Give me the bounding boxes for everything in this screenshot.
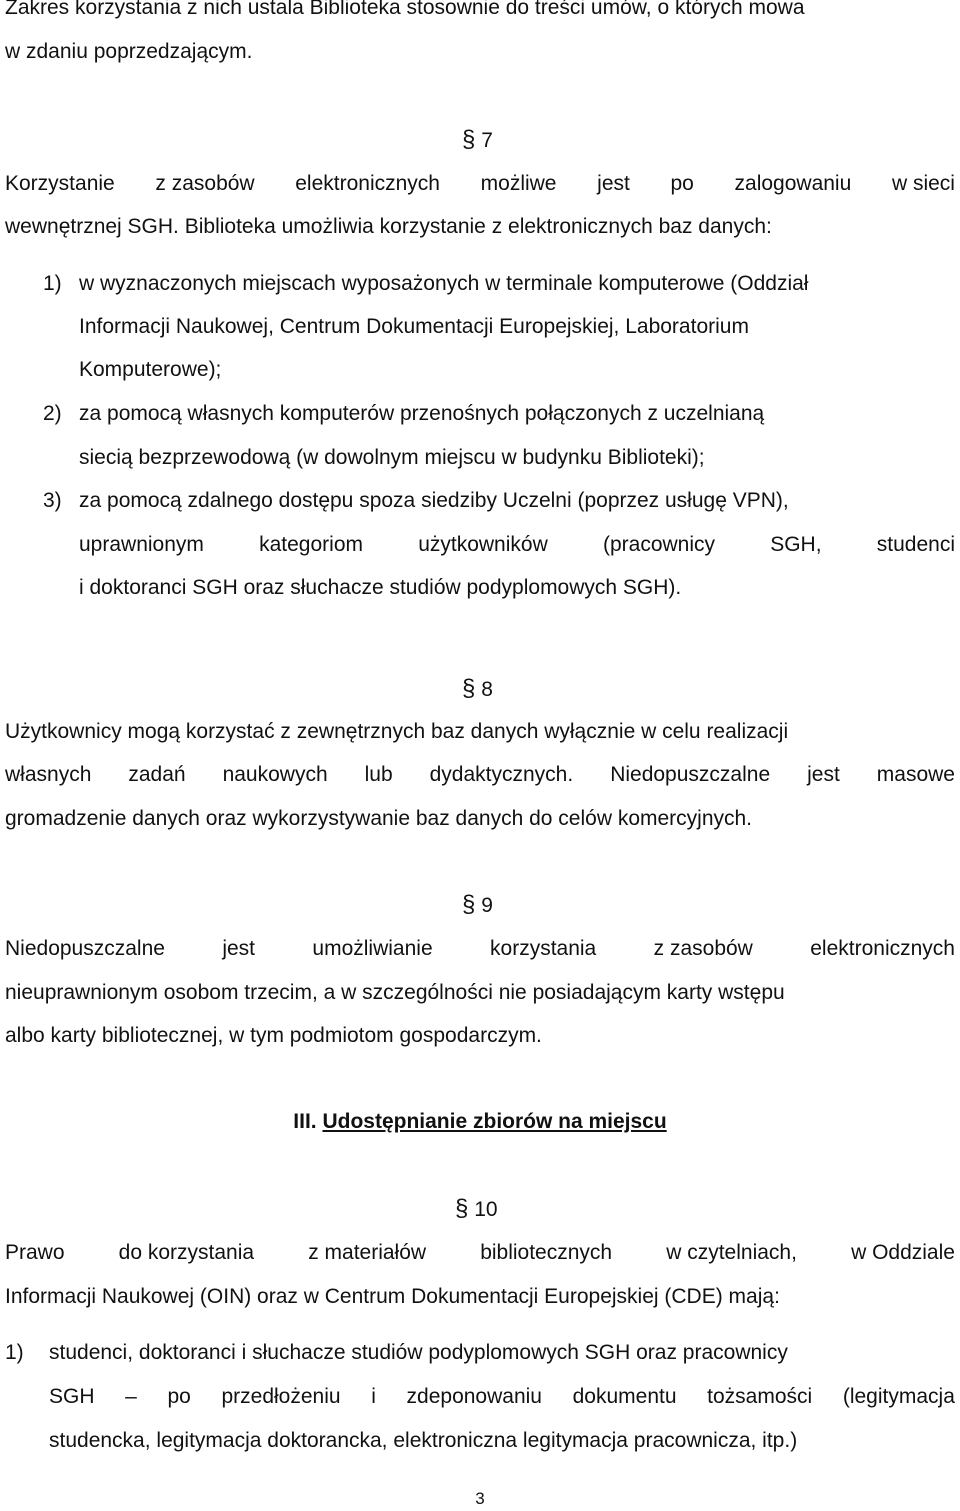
word: z materiałów [308,1241,427,1264]
word: elektronicznych [810,937,955,960]
paragraph-line: Użytkownicy mogą korzystać z zewnętrznych baz danych wyłącznie w celu realizacji [5,720,789,743]
list-number: 1) [5,1341,24,1364]
section-heading-7 [462,128,493,153]
paragraph-line: albo karty bibliotecznej, w tym podmiotom gospodarczym. [5,1024,542,1047]
justified-line [5,763,955,787]
word: Prawo [5,1241,65,1264]
word: po [670,172,694,195]
word: korzystania [490,937,597,960]
word: (legitymacja [842,1385,955,1408]
word: kategoriom [259,533,363,556]
justified-line [49,1385,955,1409]
word: własnych [5,763,92,786]
word: – [125,1385,137,1408]
justified-line [5,937,955,961]
paragraph-line: Informacji Naukowej (OIN) oraz w Centrum Dokumentacji Europejskiej (CDE) mają: [5,1285,780,1308]
list-item-line: i doktoranci SGH oraz słuchacze studiów podyplomowych SGH). [79,576,682,599]
page-number: 3 [475,1489,485,1508]
word: naukowych [222,763,328,786]
section-sign: § [455,1195,469,1222]
section-sign: § [462,126,476,153]
section-heading-8 [462,677,493,702]
word: z zasobów [653,937,753,960]
word: zalogowaniu [734,172,852,195]
word: przedłożeniu [221,1385,341,1408]
list-number: 1) [43,272,62,295]
word: w czytelniach, [666,1241,797,1264]
word: umożliwianie [312,937,433,960]
word: jest [597,172,630,195]
list-item-line: siecią bezprzewodową (w dowolnym miejscu w budynku Biblioteki); [79,446,705,469]
word: dokumentu [572,1385,677,1408]
section-number: 7 [481,129,493,152]
word: bibliotecznych [480,1241,613,1264]
section-sign: § [462,675,476,702]
chapter-title: Udostępnianie zbiorów na miejscu [322,1110,667,1133]
list-number: 3) [43,489,62,512]
word: po [167,1385,191,1408]
section-number: 8 [481,678,493,701]
word: uprawnionym [79,533,204,556]
chapter-heading [0,1110,960,1134]
list-item-line: Informacji Naukowej, Centrum Dokumentacji Europejskiej, Laboratorium [79,315,749,338]
word: z zasobów [155,172,255,195]
word: SGH [49,1385,95,1408]
word: studenci [876,533,955,556]
justified-line [5,172,955,196]
word: zadań [128,763,186,786]
paragraph-line: wewnętrznej SGH. Biblioteka umożliwia korzystanie z elektronicznych baz danych: [5,215,772,238]
word: dydaktycznych. [429,763,574,786]
word: SGH, [770,533,822,556]
word: tożsamości [707,1385,813,1408]
section-number: 10 [474,1198,498,1221]
justified-line [79,533,955,557]
list-item-line: w wyznaczonych miejscach wyposażonych w terminale komputerowe (Oddział [79,272,809,295]
chapter-numeral: III. [293,1110,317,1133]
list-item-line: za pomocą zdalnego dostępu spoza siedziby Uczelni (poprzez usługę VPN), [79,489,789,512]
word: jest [807,763,840,786]
justified-line [5,1241,955,1265]
word: Niedopuszczalne [5,937,165,960]
paragraph-line: w zdaniu poprzedzającym. [5,40,253,63]
word: Niedopuszczalne [610,763,771,786]
paragraph-line: gromadzenie danych oraz wykorzystywanie baz danych do celów komercyjnych. [5,807,753,830]
paragraph-line: nieuprawnionym osobom trzecim, a w szczególności nie posiadającym karty wstępu [5,981,785,1004]
word: i [371,1385,376,1408]
word: masowe [876,763,955,786]
paragraph-line: Zakres korzystania z nich ustala Biblioteka stosownie do treści umów, o których mowa [5,0,805,19]
list-item-line: studencka, legitymacja doktorancka, elektroniczna legitymacja pracownicza, itp.) [49,1429,798,1452]
word: jest [222,937,256,960]
section-number: 9 [481,894,493,917]
list-item-line: studenci, doktoranci i słuchacze studiów podyplomowych SGH oraz pracownicy [49,1341,788,1364]
word: (pracownicy [602,533,716,556]
section-heading-10 [455,1197,498,1222]
section-sign: § [462,891,476,918]
word: Korzystanie [5,172,115,195]
word: w sieci [891,172,955,195]
word: lub [364,763,393,786]
word: użytkowników [418,533,548,556]
word: możliwe [480,172,557,195]
word: do korzystania [118,1241,255,1264]
list-number: 2) [43,402,62,425]
section-heading-9 [462,893,493,918]
list-item-line: za pomocą własnych komputerów przenośnych połączonych z uczelnianą [79,402,765,425]
list-item-line: Komputerowe); [79,358,222,381]
word: elektronicznych [295,172,440,195]
word: zdeponowaniu [406,1385,542,1408]
word: w Oddziale [851,1241,955,1264]
